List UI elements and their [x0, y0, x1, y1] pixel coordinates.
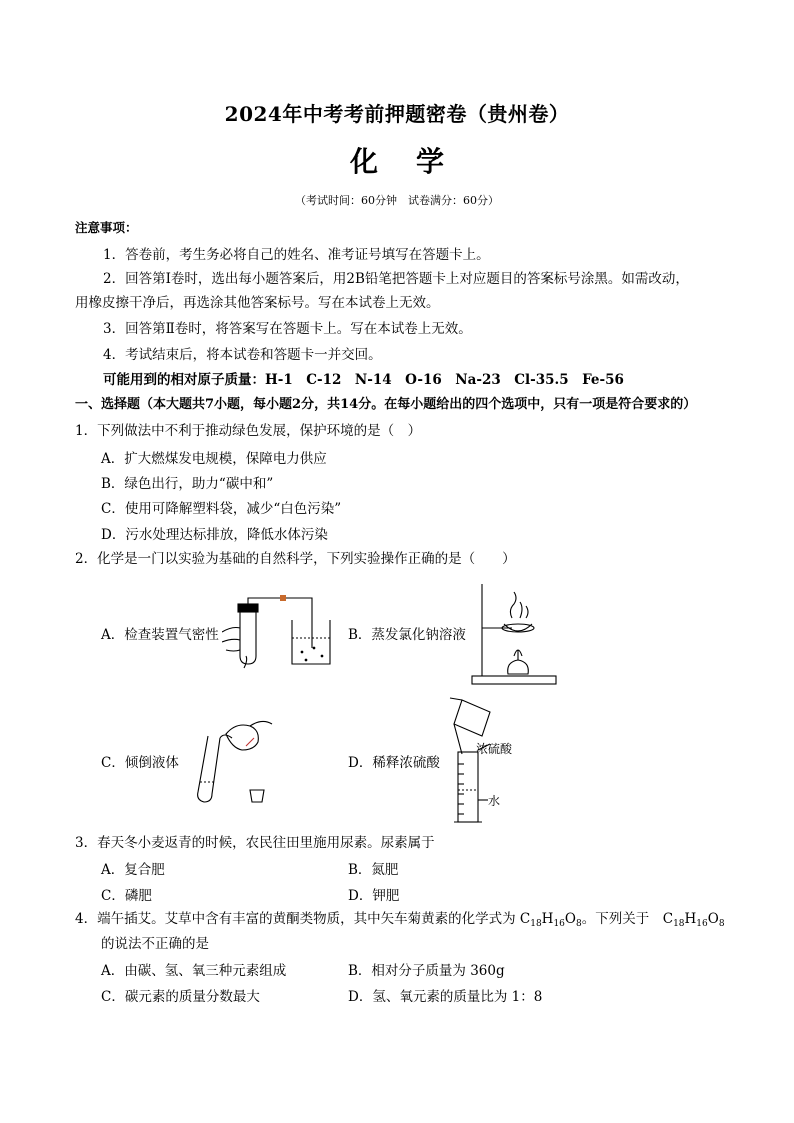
notice-item-3: 3．回答第Ⅱ卷时，将答案写在答题卡上。写在本试卷上无效。: [103, 321, 472, 337]
q1-stem: 1．下列做法中不利于推动绿色发展，保护环境的是（ ）: [75, 423, 422, 439]
q3-option-a[interactable]: A．复合肥: [101, 862, 165, 878]
atomic-masses: 可能用到的相对原子质量：H-1 C-12 N-14 O-16 Na-23 Cl-35.5 Fe-56: [103, 372, 624, 388]
section-label: 一、选择题: [75, 397, 141, 412]
notice-item-4: 4．考试结束后，将本试卷和答题卡一并交回。: [103, 347, 382, 363]
notice-item-2-cont: 用橡皮擦干净后，再选涂其他答案标号。写在本试卷上无效。: [75, 295, 440, 311]
q3-option-b[interactable]: B．氮肥: [348, 862, 399, 878]
airtightness-check-figure: [222, 590, 334, 670]
q4-stem-text: 4．端午插艾。艾草中含有丰富的黄酮类物质，其中矢车菊黄素的化学式为 C: [75, 911, 531, 927]
exam-meta: （考试时间：60分钟 试卷满分：60分）: [295, 194, 499, 207]
q1-option-a[interactable]: A．扩大燃煤发电规模，保障电力供应: [101, 451, 327, 467]
q2-option-c[interactable]: C．倾倒液体: [101, 755, 179, 771]
q4-option-b[interactable]: B．相对分子质量为 360g: [348, 963, 505, 979]
q3-option-d[interactable]: D．钾肥: [348, 888, 400, 904]
notice-item-1: 1．答卷前，考生务必将自己的姓名、准考证号填写在答题卡上。: [103, 247, 490, 263]
exam-title: 2024年中考考前押题密卷（贵州卷）: [224, 102, 570, 126]
q2-stem: 2．化学是一门以实验为基础的自然科学，下列实验操作正确的是（ ）: [75, 551, 516, 567]
section-heading: [75, 395, 696, 415]
evaporation-figure: [468, 582, 560, 688]
q4-stem-cont: 的说法不正确的是: [101, 936, 209, 952]
q3-option-c[interactable]: C．磷肥: [101, 888, 152, 904]
q4-option-a[interactable]: A．由碳、氢、氧三种元素组成: [101, 963, 287, 979]
label-conc-sulfuric-acid: 浓硫酸: [476, 742, 513, 756]
q1-option-b[interactable]: B．绿色出行，助力“碳中和”: [101, 476, 274, 492]
notice-heading: 注意事项：: [75, 220, 138, 235]
q4-option-c[interactable]: C．碳元素的质量分数最大: [101, 989, 260, 1005]
q2-option-d[interactable]: D．稀释浓硫酸: [348, 755, 440, 771]
section-desc: （本大题共7小题，每小题2分，共14分。在每小题给出的四个选项中，只有一项是符合要求的）: [140, 397, 697, 412]
pouring-liquid-figure: [180, 716, 280, 806]
q1-option-c[interactable]: C．使用可降解塑料袋，减少“白色污染”: [101, 501, 342, 517]
q2-option-b[interactable]: B．蒸发氯化钠溶液: [348, 627, 466, 643]
q4-option-d[interactable]: D．氢、氧元素的质量比为 1：8: [348, 989, 543, 1005]
notice-item-2: 2．回答第Ⅰ卷时，选出每小题答案后，用2B铅笔把答题卡上对应题目的答案标号涂黑。如需改动，: [103, 271, 689, 287]
q2-option-a[interactable]: A．检查装置气密性: [101, 627, 219, 643]
label-water: 水: [488, 794, 501, 808]
q4-stem: 4．端午插艾。艾草中含有丰富的黄酮类物质，其中矢车菊黄素的化学式为 $C_{18}H_{16}O_8$。下列关于 $C_{18}H_{16}O_8$: [75, 911, 725, 929]
subject-title: 化学: [349, 145, 482, 178]
q1-option-d[interactable]: D．污水处理达标排放，降低水体污染: [101, 527, 328, 543]
q3-stem: 3．春天冬小麦返青的时候，农民往田里施用尿素。尿素属于: [75, 835, 435, 851]
